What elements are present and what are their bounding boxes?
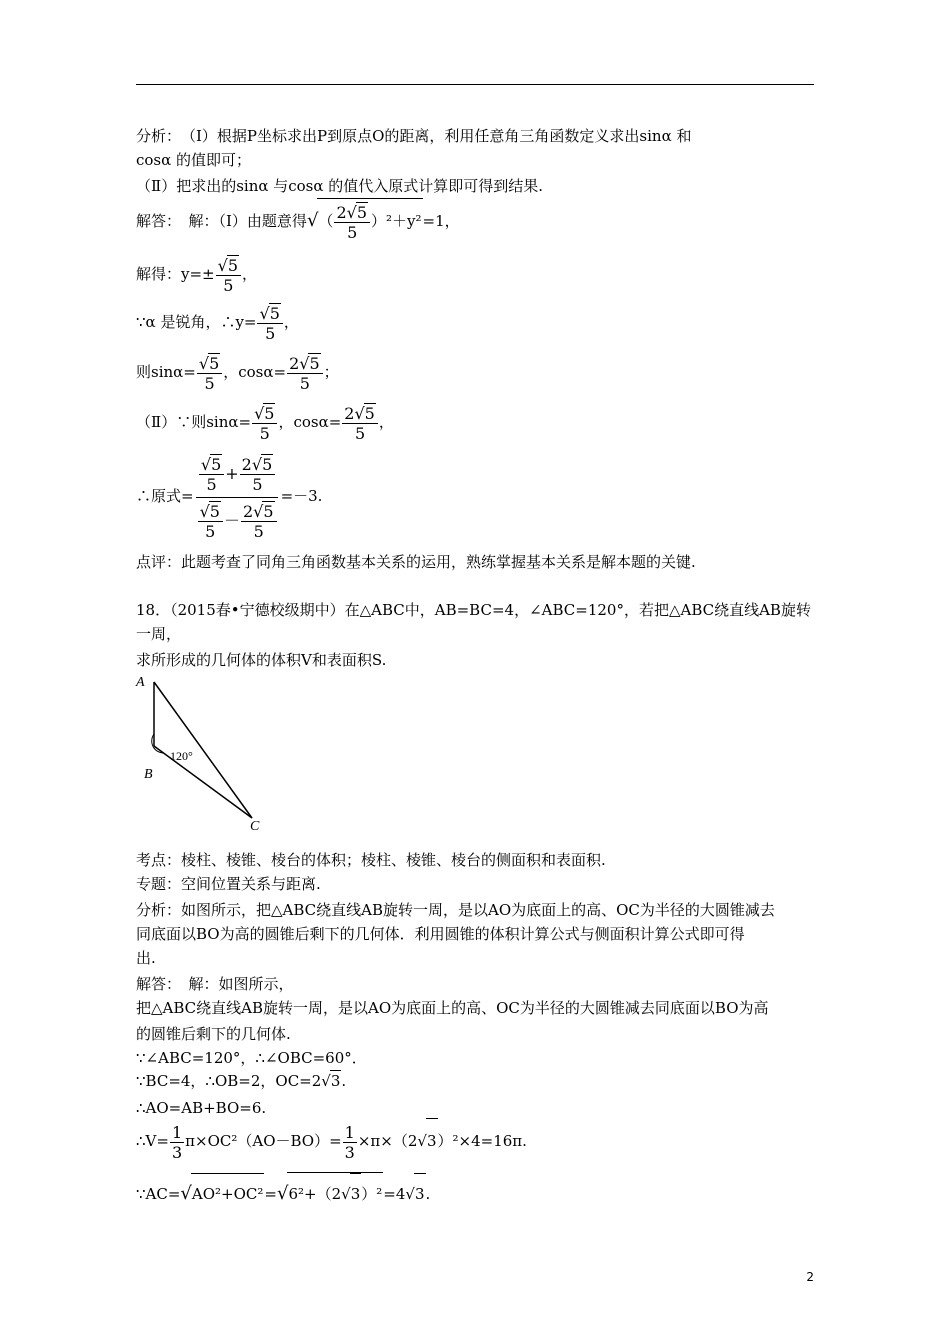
numeral: 2 — [242, 502, 254, 521]
header-rule — [136, 84, 814, 85]
analysis-line: cosα 的值即可； — [136, 151, 252, 169]
fraction: $\frac{√5}{5}$ — [257, 303, 282, 343]
solution-line — [136, 350, 339, 394]
solution-line: 的圆锥后剩下的几何体. — [136, 1025, 291, 1043]
solution-line: ∴AO=AB+BO=6. — [136, 1099, 267, 1117]
numeral: 5 — [364, 404, 375, 423]
numeral: 5 — [204, 374, 215, 393]
text: ）² — [361, 1185, 383, 1203]
text: 则sinα= — [136, 363, 196, 381]
numeral: 3 — [171, 1142, 183, 1162]
numeral: 3 — [414, 1173, 426, 1214]
numeral: 3 — [344, 1142, 355, 1162]
radical-sign: √ — [306, 210, 319, 231]
problem-line: 18．（2015春•宁德校级期中）在△ABC中，AB=BC=4，∠ABC=120°，若把△ABC绕直线AB旋转 — [136, 601, 811, 619]
page-number: 2 — [806, 1270, 814, 1284]
solution-line — [136, 198, 460, 243]
text: ，cosα= — [278, 413, 342, 431]
label-c: C — [250, 819, 260, 834]
ac-line: ∵AC=√AO²+OC²=√6²+（2√3）²=4√3. — [136, 1172, 430, 1214]
numeral: 5 — [209, 354, 220, 373]
numeral: 3 — [330, 1072, 341, 1090]
fraction: $\frac{2√5}{5}$ — [287, 353, 323, 393]
radicand: 6²+（2√3）² — [287, 1172, 383, 1214]
radicand: AO²+OC² — [191, 1173, 265, 1214]
radicand — [317, 198, 422, 243]
power-term: ²＋y² — [386, 212, 422, 230]
fraction: $\frac{2√5}{5}$ — [334, 202, 370, 242]
fraction: $\frac{2√5}{5}$ — [240, 454, 276, 494]
numeral: 5 — [211, 455, 222, 474]
kaodian-line: 考点：棱柱、棱锥、棱台的体积；棱柱、棱锥、棱台的侧面积和表面积. — [136, 851, 606, 869]
numeral: 5 — [206, 475, 217, 494]
volume-line: ∴V= $\frac{1}{3}$ π×OC²（AO－BO）= $\frac{1}{3}$ ×π×（2√3）²×4=16π. — [136, 1118, 527, 1163]
numeral: 3 — [426, 1118, 438, 1163]
jieda-line: 解答： 解：如图所示， — [136, 975, 294, 993]
paren: ） — [371, 212, 387, 230]
operator: － — [223, 510, 240, 530]
text: （Ⅱ）∵则sinα= — [136, 413, 252, 431]
fraction: $\frac{2√5}{5}$ — [342, 403, 378, 443]
numeral: 2 — [344, 404, 355, 423]
numeral: 3 — [350, 1173, 362, 1214]
fraction — [170, 1123, 184, 1162]
eq-tail: =1， — [422, 212, 460, 230]
solution-line: ∵∠ABC=120°，∴∠OBC=60°． — [136, 1049, 367, 1067]
fenxi-line: 同底面以BO为高的圆锥后剩下的几何体．利用圆锥的体积计算公式与侧面积计算公式即可得 — [136, 925, 745, 943]
numeral: 2 — [336, 203, 347, 222]
numeral: 5 — [209, 502, 220, 521]
comment-line: 点评：此题考查了同角三角函数基本关系的运用，熟练掌握基本关系是解本题的关键. — [136, 553, 696, 571]
solution-line: ∵α 是锐角，∴y= $\frac{√5}{5}$ ， — [136, 304, 299, 343]
analysis-line: 分析： （Ⅰ）根据P坐标求出P到原点O的距离，利用任意角三角函数定义求出sinα 和 — [136, 127, 692, 145]
solution-line: ∵BC=4，∴OB=2，OC=2√3. — [136, 1072, 347, 1090]
radical-sign: √ — [180, 1183, 192, 1204]
text: . — [341, 1072, 347, 1090]
fraction: $\frac{√5}{5}$ — [197, 353, 222, 393]
text: ∴原式= — [136, 487, 194, 505]
text: 6²+（2 — [288, 1185, 342, 1203]
text: ×π×（2 — [357, 1132, 418, 1150]
numeral: 5 — [264, 404, 275, 423]
numeral: 5 — [347, 223, 358, 242]
fenxi-line: 出. — [136, 949, 156, 967]
numeral: 2 — [289, 354, 300, 373]
numeral: 5 — [299, 374, 310, 393]
numeral: 5 — [252, 475, 263, 494]
numeral: 5 — [253, 522, 264, 541]
text: ∵AC= — [136, 1185, 181, 1203]
numeral: 5 — [265, 324, 276, 343]
numeral: 5 — [309, 354, 320, 373]
compound-fraction — [195, 451, 280, 544]
numeral: 1 — [344, 1122, 355, 1142]
operator: + — [225, 463, 239, 483]
fraction: $\frac{2√5}{5}$ — [241, 501, 277, 541]
solution-line — [136, 400, 394, 444]
text: ，cosα= — [223, 363, 287, 381]
numeral: 5 — [259, 424, 270, 443]
text: ， — [378, 413, 394, 431]
label-b: B — [144, 767, 153, 782]
text: ）²×4=16π. — [437, 1132, 527, 1150]
numeral: 5 — [354, 424, 366, 443]
numeral: 5 — [269, 304, 280, 323]
numeral: 5 — [205, 522, 216, 541]
text: ∵α 是锐角，∴y= — [136, 313, 257, 331]
fraction: $\frac{√5}{5}$ — [252, 403, 277, 443]
numeral: 2 — [241, 455, 252, 474]
fenxi-line: 分析：如图所示，把△ABC绕直线AB旋转一周，是以AO为底面上的高、OC为半径的大圆锥减去 — [136, 901, 775, 919]
numeral: 5 — [356, 203, 368, 222]
text: 解得：y=± — [136, 265, 215, 283]
problem-line: 一周， — [136, 625, 182, 643]
angle-label: 120° — [170, 749, 193, 763]
solution-label: 解答： 解：（Ⅰ）由题意得 — [136, 212, 307, 230]
text: . — [425, 1185, 431, 1203]
solution-line — [136, 448, 322, 544]
solution-line: 解得：y=± $\frac{√5}{5}$ ， — [136, 256, 258, 295]
text: ； — [323, 363, 339, 381]
fraction: $\frac{√5}{5}$ — [198, 501, 223, 541]
fraction: $\frac{√5}{5}$ — [199, 454, 224, 494]
analysis-line: （Ⅱ）把求出的sinα 与cosα 的值代入原式计算即可得到结果. — [136, 177, 544, 195]
numeral: 1 — [171, 1122, 183, 1142]
text: ∵BC=4，∴OB=2，OC=2 — [136, 1072, 322, 1090]
text: =4 — [383, 1185, 406, 1203]
numeral: 5 — [262, 455, 273, 474]
numeral: 5 — [223, 276, 234, 295]
fraction: $\frac{√5}{5}$ — [216, 255, 241, 295]
text: π×OC²（AO－BO）= — [185, 1132, 342, 1150]
fraction — [343, 1123, 357, 1162]
label-a: A — [136, 675, 145, 690]
zhuanti-line: 专题：空间位置关系与距离. — [136, 875, 321, 893]
numeral: 5 — [263, 502, 274, 521]
text: =－3. — [280, 487, 323, 505]
radical-sign: √ — [276, 1183, 289, 1204]
triangle-figure — [132, 668, 272, 838]
solution-line: 把△ABC绕直线AB旋转一周，是以AO为底面上的高、OC为半径的大圆锥减去同底面以BO为高 — [136, 999, 769, 1017]
paren: （ — [318, 212, 334, 230]
problem-line: 求所形成的几何体的体积V和表面积S. — [136, 651, 387, 669]
numeral: 5 — [227, 256, 239, 275]
text: ∴V= — [136, 1132, 169, 1150]
